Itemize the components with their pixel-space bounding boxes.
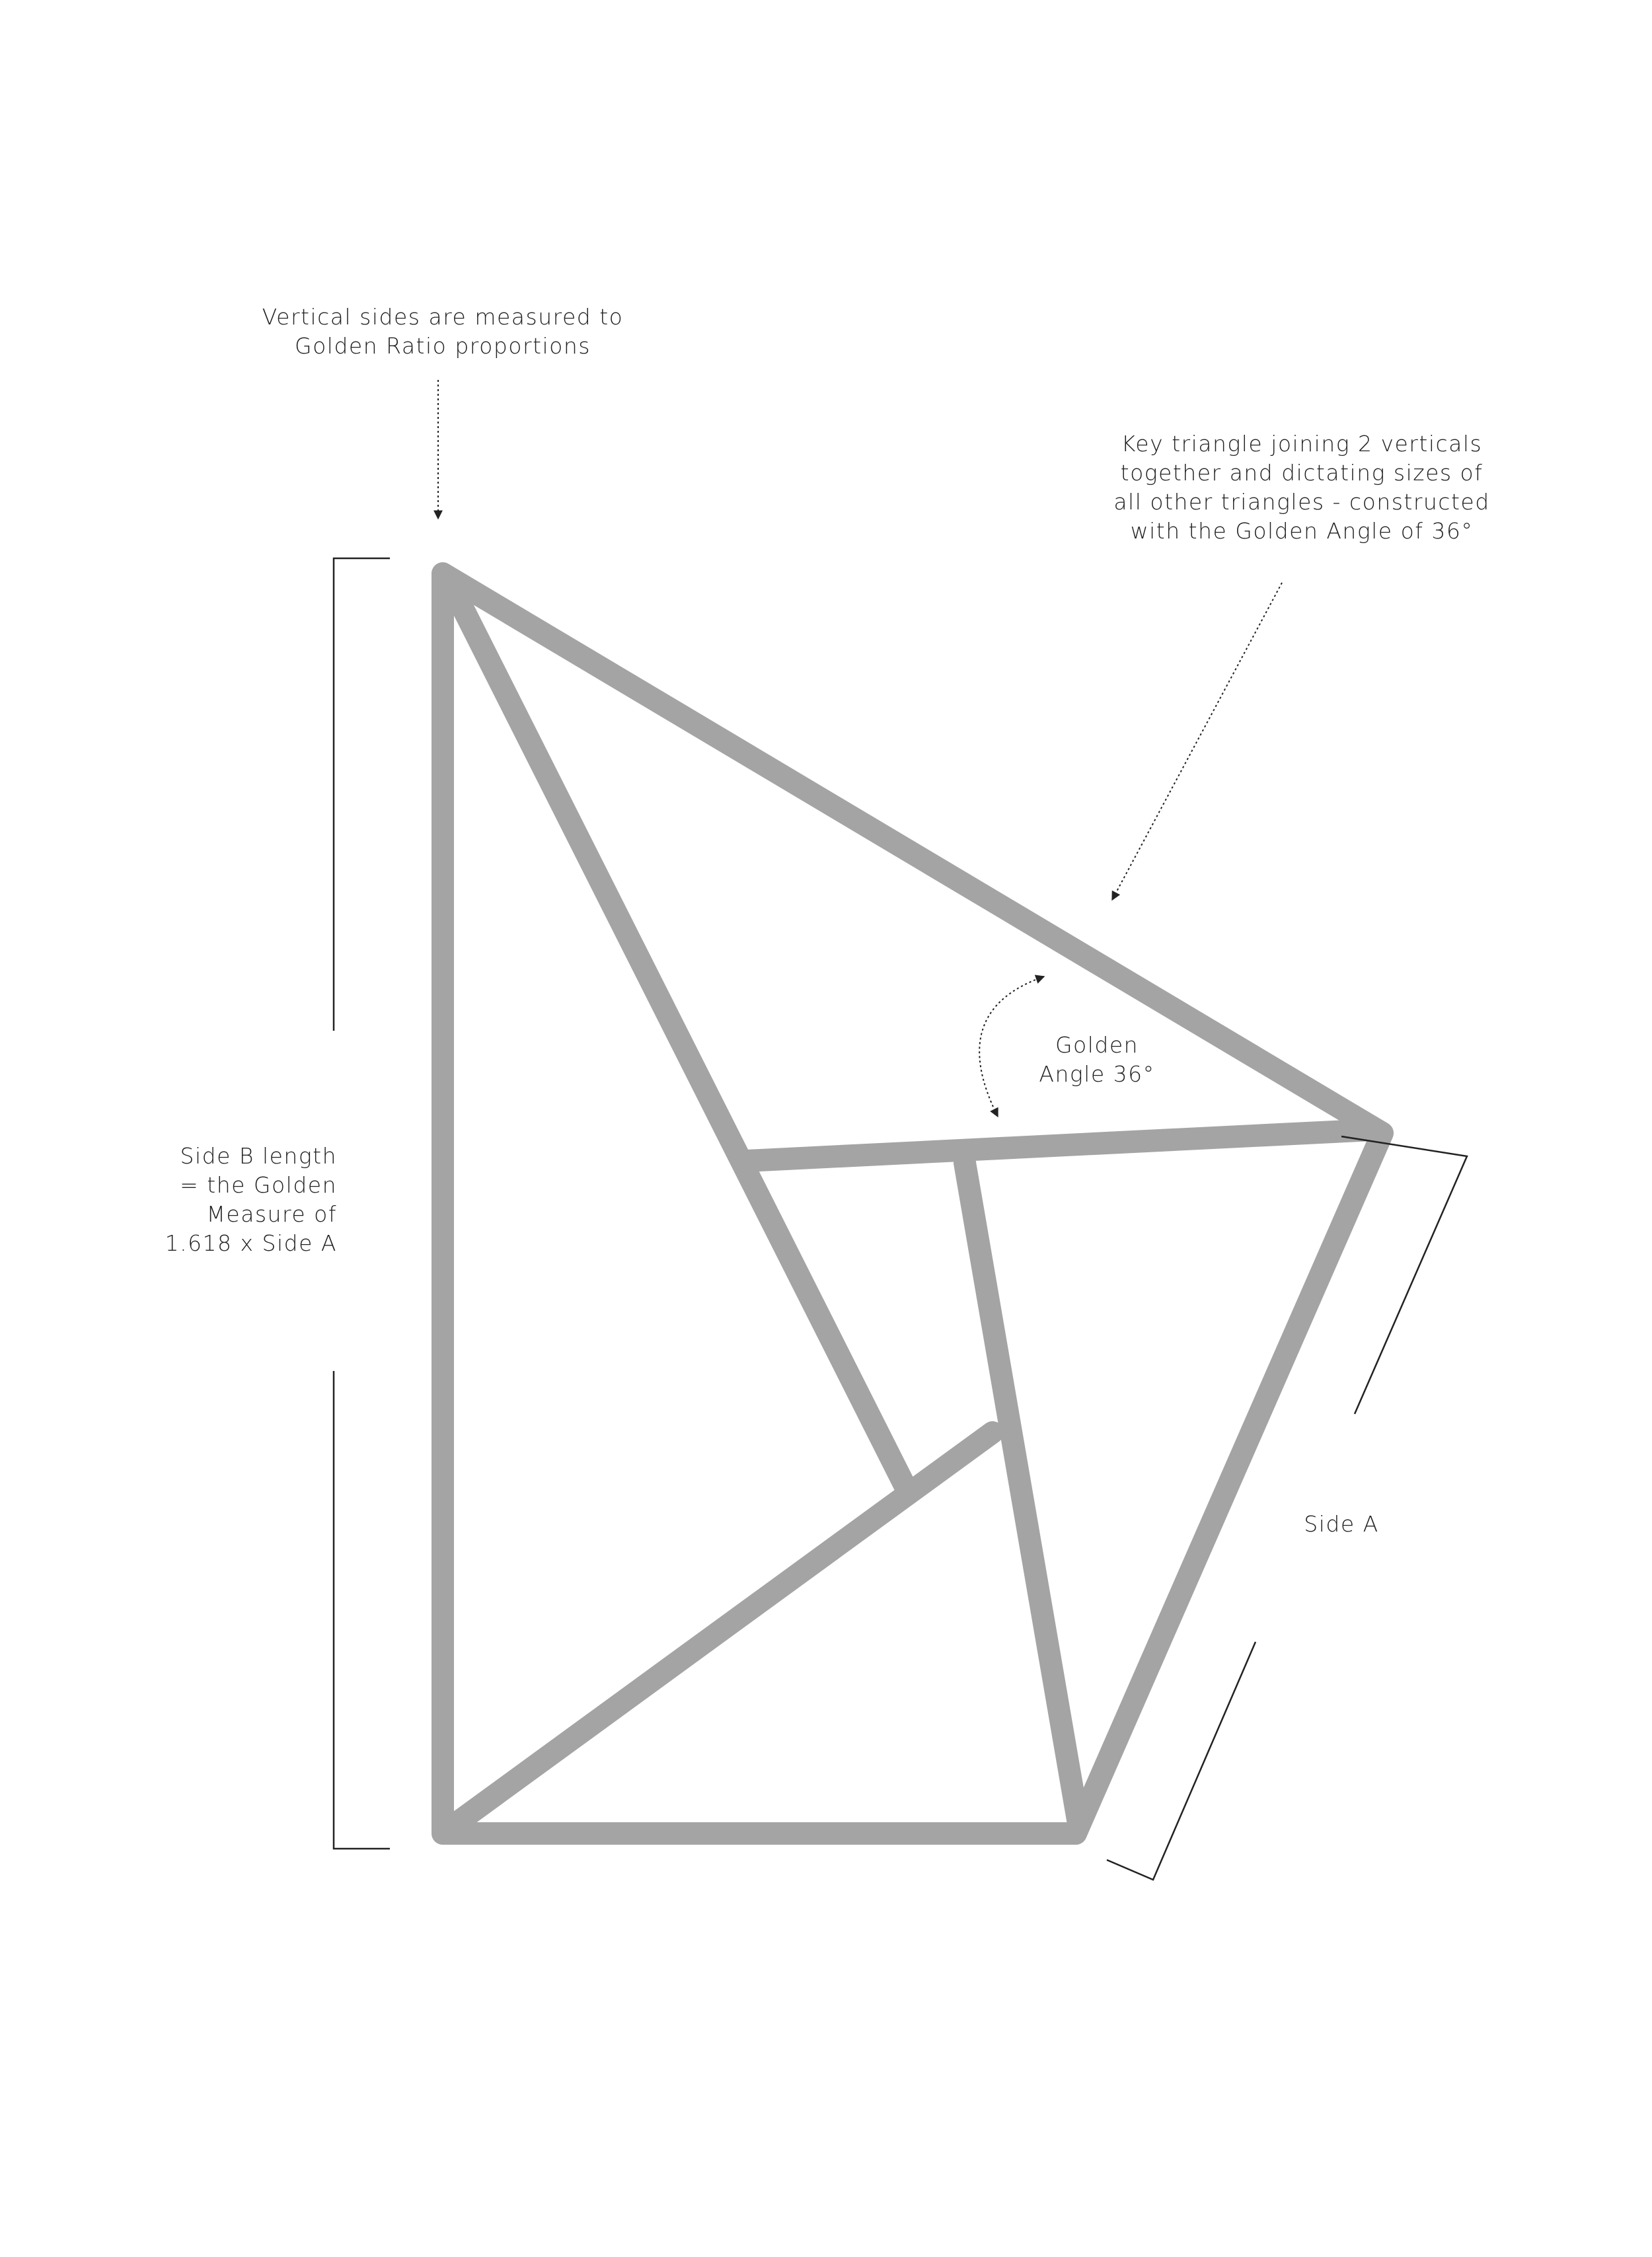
- golden-angle-annotation: [1004, 1031, 1189, 1089]
- side-a-bracket: [1107, 1136, 1467, 1880]
- side-b-bracket: [334, 558, 390, 1849]
- inner-diagonal-left: [456, 595, 905, 1487]
- side-a-annotation: [1256, 1510, 1427, 1539]
- annotation-line: with the Golden Angle of 36°: [1130, 518, 1474, 544]
- annotation-line: Key triangle joining 2 verticals: [1121, 431, 1483, 457]
- annotation-line: Golden: [1055, 1032, 1139, 1058]
- annotation-line: Measure of: [206, 1201, 337, 1227]
- annotation-line: 1.618 x Side A: [165, 1230, 337, 1256]
- annotation-line: together and dictating sizes of: [1120, 460, 1483, 486]
- inner-diagonal-bottom: [456, 1432, 993, 1824]
- annotation-line: Angle 36°: [1039, 1061, 1155, 1087]
- annotation-line: Golden Ratio proportions: [295, 333, 591, 359]
- annotation-line: Vertical sides are measured to: [262, 304, 624, 330]
- outer-outline: [443, 574, 1382, 1833]
- annotation-line: = the Golden: [180, 1172, 337, 1198]
- vertical-sides-annotation: [244, 303, 641, 361]
- key-triangle-pointer-arrow: [1112, 583, 1282, 900]
- annotation-line: Side B length: [180, 1143, 337, 1169]
- triangle-construction: [443, 574, 1382, 1833]
- key-triangle-base: [747, 1130, 1373, 1161]
- side-b-annotation: [132, 1142, 337, 1258]
- side-a-label: Side A: [1304, 1511, 1379, 1537]
- inner-vertical-strut: [965, 1163, 1078, 1824]
- annotation-line: all other triangles - constructed: [1113, 489, 1490, 515]
- key-triangle-annotation: [1097, 429, 1507, 546]
